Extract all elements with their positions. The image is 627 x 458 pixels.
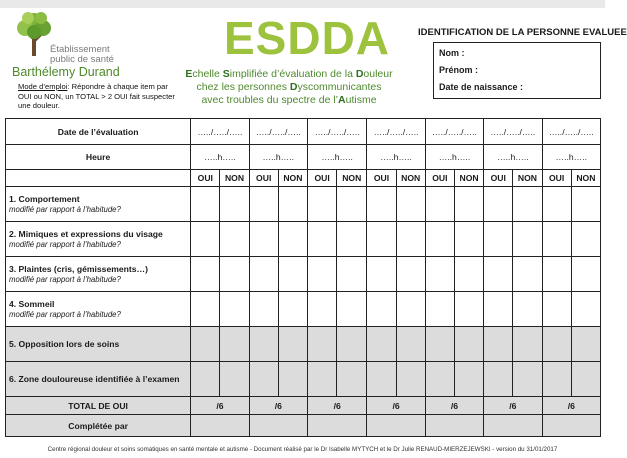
item-row	[6, 222, 601, 257]
total-row	[6, 397, 601, 415]
oui-checkbox[interactable]	[425, 362, 454, 397]
nom-field[interactable]: Nom :	[439, 48, 465, 58]
oui-checkbox[interactable]	[191, 187, 220, 222]
total-value[interactable]: /6	[367, 397, 425, 415]
non-checkbox[interactable]	[278, 292, 307, 327]
logo-line3: Barthélemy Durand	[12, 65, 120, 79]
oui-checkbox[interactable]	[425, 222, 454, 257]
date-cell[interactable]: …../…../…..	[367, 119, 425, 145]
oui-checkbox[interactable]	[425, 257, 454, 292]
logo	[12, 10, 122, 78]
oui-checkbox[interactable]	[542, 257, 571, 292]
oui-checkbox[interactable]	[249, 257, 278, 292]
non-checkbox[interactable]	[513, 327, 542, 362]
non-header: NON	[396, 170, 425, 187]
non-checkbox[interactable]	[571, 292, 600, 327]
footer: Centre régional douleur et soins somatiques en santé mentale et autisme - Document réalisé par le Dr Isabelle MYTYCH et le Dr Julie RENAUD-MIERZEJEWSKI - version du 31/01/2017	[47, 446, 558, 453]
non-checkbox[interactable]	[571, 222, 600, 257]
non-checkbox[interactable]	[513, 257, 542, 292]
item-label	[6, 257, 191, 292]
non-checkbox[interactable]	[396, 187, 425, 222]
non-checkbox[interactable]	[571, 257, 600, 292]
total-value[interactable]: /6	[307, 397, 366, 415]
item-row	[6, 327, 601, 362]
non-checkbox[interactable]	[220, 362, 249, 397]
blank-header-cell	[6, 170, 191, 187]
oui-checkbox[interactable]	[367, 257, 396, 292]
item-subtitle: modifié par rapport à l’habitude?	[9, 309, 121, 319]
item-label	[6, 292, 191, 327]
total-value[interactable]: /6	[484, 397, 542, 415]
non-checkbox[interactable]	[513, 362, 542, 397]
non-checkbox[interactable]	[337, 257, 367, 292]
item-label	[6, 327, 191, 362]
completee-label: Complétée par	[6, 415, 191, 437]
heure-label: Heure	[6, 145, 191, 170]
non-checkbox[interactable]	[337, 362, 367, 397]
non-header: NON	[337, 170, 367, 187]
oui-checkbox[interactable]	[425, 292, 454, 327]
naissance-field[interactable]: Date de naissance :	[439, 82, 524, 92]
subtitle-line1: Echelle Simplifiée d’évaluation de la Douleur	[185, 68, 393, 80]
non-checkbox[interactable]	[337, 327, 367, 362]
oui-checkbox[interactable]	[484, 222, 513, 257]
mode-emploi-label: Mode d’emploi	[18, 82, 68, 91]
heure-cell[interactable]: …..h…..	[367, 145, 425, 170]
non-checkbox[interactable]	[513, 222, 542, 257]
completee-cell[interactable]	[425, 415, 483, 437]
heure-cell[interactable]: …..h…..	[249, 145, 307, 170]
oui-checkbox[interactable]	[542, 327, 571, 362]
oui-checkbox[interactable]	[307, 187, 336, 222]
non-checkbox[interactable]	[513, 187, 542, 222]
item-title: 2. Mimiques et expressions du visage	[9, 228, 163, 239]
oui-checkbox[interactable]	[307, 222, 336, 257]
identification-title: IDENTIFICATION DE LA PERSONNE EVALUEE	[418, 27, 627, 38]
date-label: Date de l’évaluation	[6, 119, 191, 145]
non-checkbox[interactable]	[337, 222, 367, 257]
total-value[interactable]: /6	[191, 397, 249, 415]
non-checkbox[interactable]	[454, 362, 483, 397]
heure-cell[interactable]: …..h…..	[425, 145, 483, 170]
completee-cell[interactable]	[542, 415, 600, 437]
completee-cell[interactable]	[307, 415, 366, 437]
non-header: NON	[454, 170, 483, 187]
non-header: NON	[571, 170, 600, 187]
non-checkbox[interactable]	[337, 292, 367, 327]
heure-cell[interactable]: …..h…..	[542, 145, 600, 170]
completee-cell[interactable]	[249, 415, 307, 437]
oui-checkbox[interactable]	[484, 327, 513, 362]
logo-line2: public de santé	[50, 54, 114, 65]
oui-checkbox[interactable]	[249, 362, 278, 397]
oui-header: OUI	[484, 170, 513, 187]
oui-header: OUI	[249, 170, 278, 187]
oui-checkbox[interactable]	[484, 187, 513, 222]
top-bar	[0, 0, 605, 8]
item-label	[6, 222, 191, 257]
heure-row	[6, 145, 601, 170]
oui-checkbox[interactable]	[249, 222, 278, 257]
item-subtitle: modifié par rapport à l’habitude?	[9, 274, 121, 284]
item-subtitle: modifié par rapport à l’habitude?	[9, 204, 121, 214]
non-checkbox[interactable]	[278, 362, 307, 397]
date-cell[interactable]: …../…../…..	[542, 119, 600, 145]
prenom-field[interactable]: Prénom :	[439, 65, 479, 75]
item-row	[6, 362, 601, 397]
item-label	[6, 187, 191, 222]
oui-non-header-row	[6, 170, 601, 187]
non-checkbox[interactable]	[278, 257, 307, 292]
item-title: 4. Sommeil	[9, 298, 55, 309]
non-checkbox[interactable]	[454, 222, 483, 257]
non-checkbox[interactable]	[220, 187, 249, 222]
subtitle-line3: avec troubles du spectre de l’Autisme	[201, 94, 377, 107]
date-cell[interactable]: …../…../…..	[425, 119, 483, 145]
non-checkbox[interactable]	[337, 187, 367, 222]
mode-emploi	[18, 82, 178, 111]
oui-checkbox[interactable]	[307, 327, 336, 362]
non-checkbox[interactable]	[220, 257, 249, 292]
total-value[interactable]: /6	[249, 397, 307, 415]
oui-checkbox[interactable]	[191, 292, 220, 327]
date-cell[interactable]: …../…../…..	[249, 119, 307, 145]
oui-checkbox[interactable]	[191, 362, 220, 397]
non-header: NON	[278, 170, 307, 187]
item-row	[6, 187, 601, 222]
date-cell[interactable]: …../…../…..	[307, 119, 366, 145]
oui-checkbox[interactable]	[542, 187, 571, 222]
tree-logo-icon	[14, 10, 54, 56]
non-checkbox[interactable]	[571, 362, 600, 397]
completee-cell[interactable]	[367, 415, 425, 437]
oui-checkbox[interactable]	[484, 292, 513, 327]
oui-checkbox[interactable]	[191, 257, 220, 292]
oui-checkbox[interactable]	[307, 362, 336, 397]
item-title: 1. Comportement	[9, 193, 80, 204]
oui-checkbox[interactable]	[367, 362, 396, 397]
oui-checkbox[interactable]	[542, 222, 571, 257]
oui-checkbox[interactable]	[425, 327, 454, 362]
non-checkbox[interactable]	[220, 327, 249, 362]
non-checkbox[interactable]	[454, 292, 483, 327]
item-row	[6, 292, 601, 327]
non-checkbox[interactable]	[454, 257, 483, 292]
non-checkbox[interactable]	[220, 292, 249, 327]
oui-checkbox[interactable]	[307, 292, 336, 327]
subtitle	[180, 68, 398, 108]
main-title: ESDDA	[224, 12, 391, 64]
total-label: TOTAL DE OUI	[6, 397, 191, 415]
oui-checkbox[interactable]	[542, 292, 571, 327]
item-subtitle: modifié par rapport à l’habitude?	[9, 239, 121, 249]
completee-row	[6, 415, 601, 437]
non-checkbox[interactable]	[278, 327, 307, 362]
total-value[interactable]: /6	[542, 397, 600, 415]
oui-checkbox[interactable]	[249, 187, 278, 222]
non-checkbox[interactable]	[396, 327, 425, 362]
oui-checkbox[interactable]	[307, 257, 336, 292]
oui-header: OUI	[191, 170, 220, 187]
subtitle-line2: chez les personnes Dyscommunicantes	[196, 81, 382, 94]
oui-checkbox[interactable]	[542, 362, 571, 397]
oui-checkbox[interactable]	[191, 222, 220, 257]
non-checkbox[interactable]	[454, 187, 483, 222]
non-header: NON	[513, 170, 542, 187]
item-title: 6. Zone douloureuse identifiée à l’examen	[9, 373, 180, 384]
evaluation-table	[5, 118, 601, 437]
oui-header: OUI	[425, 170, 454, 187]
non-checkbox[interactable]	[571, 187, 600, 222]
non-checkbox[interactable]	[396, 362, 425, 397]
oui-checkbox[interactable]	[367, 327, 396, 362]
item-row	[6, 257, 601, 292]
completee-cell[interactable]	[484, 415, 542, 437]
completee-cell[interactable]	[191, 415, 249, 437]
non-checkbox[interactable]	[454, 327, 483, 362]
item-title: 5. Opposition lors de soins	[9, 338, 120, 349]
non-header: NON	[220, 170, 249, 187]
oui-checkbox[interactable]	[191, 327, 220, 362]
oui-checkbox[interactable]	[484, 362, 513, 397]
oui-header: OUI	[307, 170, 336, 187]
oui-checkbox[interactable]	[367, 292, 396, 327]
heure-cell[interactable]: …..h…..	[307, 145, 366, 170]
logo-line1: Établissement	[50, 44, 110, 55]
non-checkbox[interactable]	[396, 292, 425, 327]
non-checkbox[interactable]	[220, 222, 249, 257]
heure-cell[interactable]: …..h…..	[191, 145, 249, 170]
oui-checkbox[interactable]	[249, 292, 278, 327]
non-checkbox[interactable]	[396, 257, 425, 292]
item-label	[6, 362, 191, 397]
mode-emploi-text: : Répondre à chaque item par OUI ou NON, un TOTAL > 2 OUI fait suspecter une douleur.	[18, 82, 175, 111]
heure-cell[interactable]: …..h…..	[484, 145, 542, 170]
date-cell[interactable]: …../…../…..	[484, 119, 542, 145]
total-value[interactable]: /6	[425, 397, 483, 415]
non-checkbox[interactable]	[278, 187, 307, 222]
non-checkbox[interactable]	[396, 222, 425, 257]
oui-header: OUI	[367, 170, 396, 187]
non-checkbox[interactable]	[278, 222, 307, 257]
oui-checkbox[interactable]	[367, 187, 396, 222]
identification-box[interactable]	[433, 42, 601, 99]
oui-checkbox[interactable]	[484, 257, 513, 292]
oui-checkbox[interactable]	[249, 327, 278, 362]
oui-checkbox[interactable]	[367, 222, 396, 257]
item-title: 3. Plaintes (cris, gémissements…)	[9, 263, 148, 274]
non-checkbox[interactable]	[571, 327, 600, 362]
date-row	[6, 119, 601, 145]
oui-header: OUI	[542, 170, 571, 187]
oui-checkbox[interactable]	[425, 187, 454, 222]
date-cell[interactable]: …../…../…..	[191, 119, 249, 145]
non-checkbox[interactable]	[513, 292, 542, 327]
